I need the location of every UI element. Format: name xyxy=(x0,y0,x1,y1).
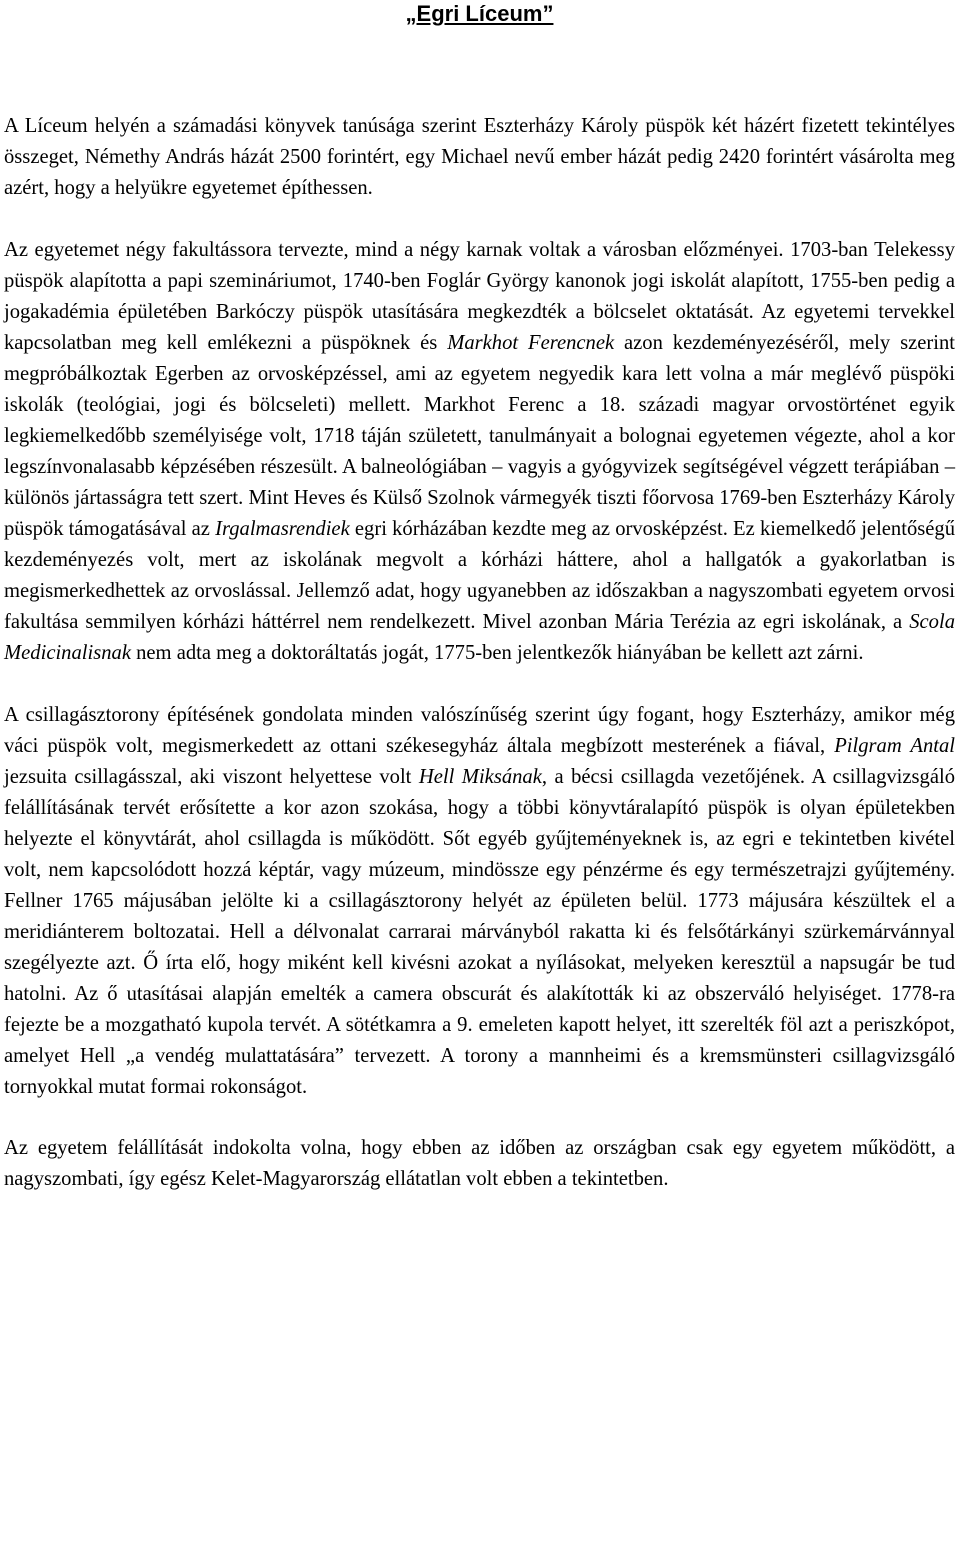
paragraph-3-text-2: jezsuita csillagásszal, aki viszont helyettese volt xyxy=(4,766,419,788)
paragraph-2-italic-irgalmasrendiek: Irgalmasrendiek xyxy=(215,518,350,540)
document-page xyxy=(4,0,955,1195)
paragraph-3-italic-hell: Hell Miksának xyxy=(418,766,542,788)
paragraph-2-text-2: azon kezdeményezéséről, mely szerint megpróbálkoztak Egerben az orvosképzéssel, ami az egyetem negyedik kara lett volna a már meglévő püspöki iskolák (teológiai, jogi és bölcseleti) mellett. Markhot Ferenc a 18. századi magyar orvostörténet egyik legkiemelkedőbb személyisége volt, 1718 táján született, tanulmányait a bolognai egyetemen végezte, ahol a kor legszínvonalasabb képzésében részesült. A balneológiában – vagyis a gyógyvizek segítségével végzett terápiában – különös jártasságra tett szert. Mint Heves és Külső Szolnok vármegyék tiszti főorvosa 1769-ben Eszterházy Károly püspök támogatásával az xyxy=(4,332,955,540)
paragraph-3-text-1: A csillagásztorony építésének gondolata minden valószínűség szerint úgy fogant, hogy Eszterházy, amikor még váci püspök volt, megismerkedett az ottani székesegyház általa megbízott mesterének a fiával, xyxy=(4,704,955,757)
paragraph-2-italic-scola: Scola Medicinalisnak xyxy=(4,611,955,664)
paragraph-4-text: Az egyetem felállítását indokolta volna, hogy ebben az időben az országban csak egy egyetem működött, a nagyszombati, így egész Kelet-Magyarország ellátatlan volt ebben a tekintetben. xyxy=(4,1137,955,1190)
paragraph-2-italic-markhot: Markhot Ferencnek xyxy=(447,332,615,354)
paragraph-3-text-3: , a bécsi csillagda vezetőjének. A csillagvizsgáló felállításának tervét erősítette a kor azon szokása, hogy a többi könyvtáralapító püspök is olyan épületekben helyezte el könyvtárát, ahol csillagda is működött. Sőt egyéb gyűjteményeknek is, az egri e tekintetben kivétel volt, nem kapcsolódott hozzá képtár, vagy múzeum, mindössze egy pénzérme és egy természetrajzi gyűjtemény. Fellner 1765 májusában jelölte ki a csillagásztorony helyét az épületen belül. 1773 májusára készültek el a meridiánterem boltozatai. Hell a délvonalat carrarai márványból rakatta ki és felsőtárkányi szürkemárvánnyal szegélyezte azt. Ő írta elő, hogy miként kell kivésni azokat a nyílásokat, melyeken keresztül a napsugár be tud hatolni. Az ő utasításai alapján emelték a camera obscurát és alakították ki az obszerváló helyiséget. 1778-ra fejezte be a mozgatható kupola tervét. A sötétkamra a 9. emeleten kapott helyet, itt szerelték föl azt a periszkópot, amelyet Hell „a vendég mulattatására” tervezett. A torony a mannheimi és a kremsmünsteri csillagvizsgáló tornyokkal mutat formai rokonságot. xyxy=(4,766,956,1098)
paragraph-2-text-3: egri kórházában kezdte meg az orvosképzést. Ez kiemelkedő jelentőségű kezdeményezés volt, mert az iskolának megvolt a kórházi háttere, ahol a hallgatók a gyakorlatban is megismerkedhettek az orvoslással. Jellemző adat, hogy ugyanebben az időszakban a nagyszombati egyetem orvosi fakultása semmilyen kórházi háttérrel nem rendelkezett. Mivel azonban Mária Terézia az egri iskolának, a xyxy=(4,518,955,633)
paragraph-4 xyxy=(4,1133,955,1195)
document-title: „Egri Líceum” xyxy=(405,1,554,26)
paragraph-3 xyxy=(4,700,955,1103)
paragraph-2 xyxy=(4,235,955,669)
paragraph-3-italic-pilgram: Pilgram Antal xyxy=(834,735,955,757)
paragraph-2-text-1: Az egyetemet négy fakultássora tervezte, mind a négy karnak voltak a városban előzményei. 1703-ban Telekessy püspök alapította a papi szemináriumot, 1740-ben Foglár György kanonok jogi iskolát alapított, 1755-ben pedig a jogakadémia épületében Barkóczy püspök utasítására megkezdték a bölcselet oktatását. Az egyetemi tervekkel kapcsolatban meg kell emlékezni a püspöknek és xyxy=(4,239,955,354)
paragraph-1-text: A Líceum helyén a számadási könyvek tanúsága szerint Eszterházy Károly püspök két házért fizetett tekintélyes összeget, Némethy András házát 2500 forintért, egy Michael nevű ember házát pedig 2420 forintért vásárolta meg azért, hogy a helyükre egyetemet építhessen. xyxy=(4,115,955,199)
paragraph-2-text-4: nem adta meg a doktoráltatás jogát, 1775-ben jelentkezők hiányában be kellett azt zárni. xyxy=(130,642,864,664)
paragraph-1 xyxy=(4,111,955,204)
